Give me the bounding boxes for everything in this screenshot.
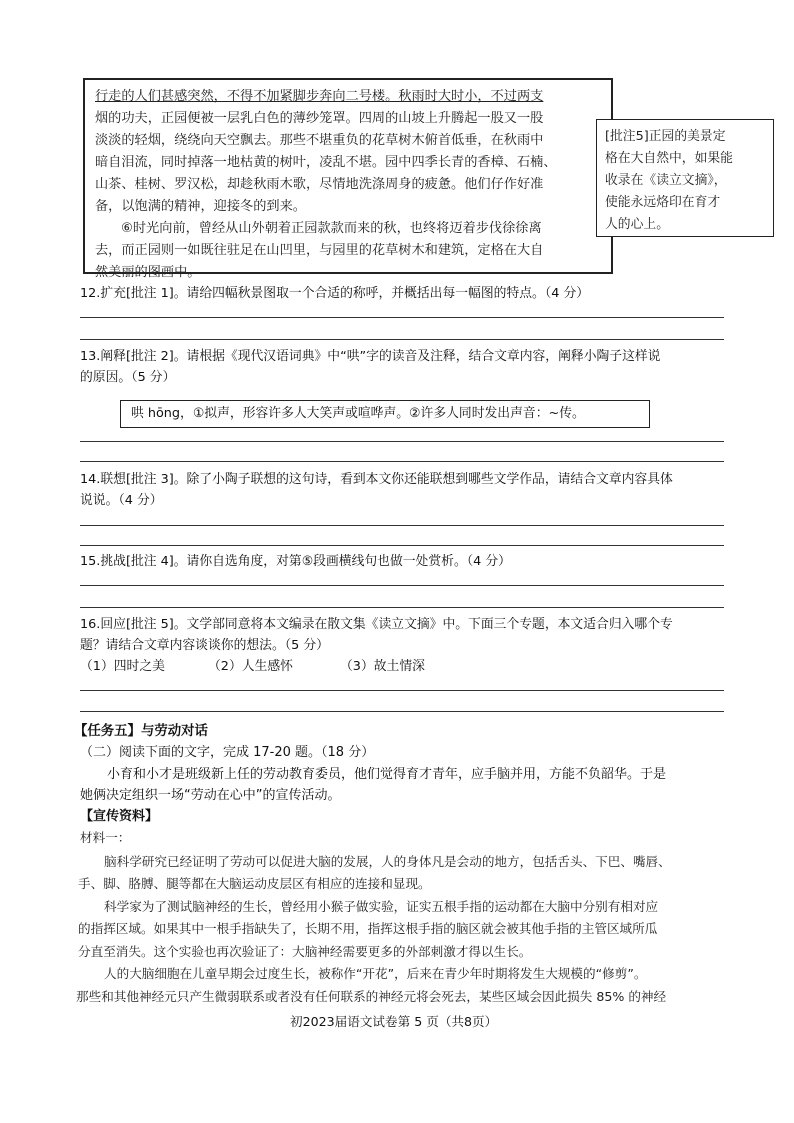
question-12: 12.扩充[批注 1]。请给四幅秋景图取一个合适的称呼，并概括出每一幅图的特点。（4 分） — [80, 286, 590, 301]
question-16-line-2: 题？请结合文章内容谈谈你的想法。（5 分） — [80, 638, 329, 653]
annotation-5-box — [596, 119, 774, 237]
task-five-subheading: （二）阅读下面的文字，完成 17-20 题。（18 分） — [80, 745, 375, 760]
question-13-line-1: 13.阐释[批注 2]。请根据《现代汉语词典》中“哄”字的读音及注释，结合文章内容，阐释小陶子这样说 — [80, 349, 661, 364]
question-13-line-2: 的原因。（5 分） — [80, 370, 176, 385]
dictionary-entry: 哄 hōng，①拟声，形容许多人大笑声或喧哗声。②许多人同时发出声音：~传。 — [131, 406, 585, 421]
passage-line-6: 备，以饱满的精神，迎接冬的到来。 — [95, 199, 306, 214]
answer-line[interactable] — [80, 461, 724, 462]
dictionary-entry-box — [120, 400, 650, 428]
task-five-heading: 【任务五】与劳动对话 — [74, 724, 208, 739]
passage-line-9: 然美丽的图画中。 — [95, 265, 201, 280]
question-14-line-2: 说说。（4 分） — [80, 493, 163, 508]
annotation-line: 格在大自然中，如果能 — [605, 151, 733, 166]
intro-line-2: 她俩决定组织一场“劳动在心中”的宣传活动。 — [80, 788, 341, 803]
material-line-4: 的指挥区域。如果其中一根手指缺失了，长期不用，指挥这根手指的脑区就会被其他手指的主管区域所瓜 — [78, 921, 658, 936]
topic-option-1: （1）四时之美 — [80, 659, 165, 674]
passage-line-5: 山茶、桂树、罗汉松，却趁秋雨木歌，尽情地洗涤周身的疲惫。他们仔作好准 — [95, 177, 544, 192]
material-label: 材料一： — [80, 830, 131, 845]
answer-line[interactable] — [80, 317, 724, 318]
question-15: 15.挑战[批注 4]。请你自选角度，对第⑤段画横线句也做一处赏析。（4 分） — [80, 554, 511, 569]
answer-line[interactable] — [80, 711, 724, 712]
answer-line[interactable] — [80, 607, 724, 608]
answer-line[interactable] — [80, 690, 724, 691]
material-line-6: 人的大脑细胞在儿童早期会过度生长，被称作“开花”，后来在青少年时期将发生大规模的“修剪”。 — [104, 966, 647, 981]
intro-line-1: 小育和小才是班级新上任的劳动教育委员，他们觉得育才青年，应手脑并用，方能不负韶华。于是 — [107, 767, 667, 782]
page-footer: 初2023届语文试卷第 5 页（共8页） — [290, 1014, 498, 1029]
material-line-1: 脑科学研究已经证明了劳动可以促进大脑的发展，人的身体凡是会动的地方，包括舌头、下巴、嘴唇、 — [104, 854, 671, 869]
answer-line[interactable] — [80, 441, 724, 442]
answer-line[interactable] — [80, 585, 724, 586]
annotation-line: 人的心上。 — [605, 217, 669, 232]
annotation-line: 使能永远烙印在育才 — [605, 195, 721, 210]
material-heading: 【宣传资料】 — [80, 809, 159, 824]
answer-line[interactable] — [80, 339, 724, 340]
passage-line-2: 烟的功夫，正园便被一层乳白色的薄纱笼罩。四周的山坡上升腾起一股又一股 — [95, 111, 544, 126]
material-line-3: 科学家为了测试脑神经的生长，曾经用小猴子做实验，证实五根手指的运动都在大脑中分别有相对应 — [104, 899, 659, 914]
passage-box — [83, 78, 613, 280]
passage-line-7: ⑥时光向前，曾经从山外朝着正园款款而来的秋，也终将迈着步伐徐徐离 — [121, 221, 542, 236]
passage-line-4: 暗自泪流，同时掉落一地枯黄的树叶，凌乱不堪。园中四季长青的香樟、石楠、 — [95, 155, 557, 170]
answer-line[interactable] — [80, 545, 724, 546]
topic-option-3: （3）故土情深 — [340, 659, 425, 674]
passage-line-3: 淡淡的轻烟，绕绕向天空飘去。那些不堪重负的花草树木俯首低垂，在秋雨中 — [95, 133, 544, 148]
passage-line-1: 行走的人们甚感突然，不得不加紧脚步奔向二号楼。秋雨时大时小，不过两支 — [95, 89, 544, 104]
passage-line-8: 去，而正园则一如既往驻足在山凹里，与园里的花草树木和建筑，定格在大自 — [95, 243, 544, 258]
topic-option-2: （2）人生感怀 — [208, 659, 293, 674]
material-line-5: 分直至消失。这个实验也再次验证了：大脑神经需要更多的外部刺激才得以生长。 — [78, 944, 532, 959]
material-line-7: 那些和其他神经元只产生微弱联系或者没有任何联系的神经元将会死去，某些区域会因此损失 85% 的神经 — [76, 989, 667, 1004]
question-16-line-1: 16.回应[批注 5]。文学部同意将本文编录在散文集《读立文摘》中。下面三个专题，本文适合归入哪个专 — [80, 617, 673, 632]
annotation-line: [批注5]正园的美景定 — [605, 129, 726, 144]
answer-line[interactable] — [80, 525, 724, 526]
annotation-line: 收录在《读立文摘》， — [605, 173, 727, 188]
question-14-line-1: 14.联想[批注 3]。除了小陶子联想的这句诗，看到本文你还能联想到哪些文学作品，请结合文章内容具体 — [80, 472, 673, 487]
material-line-2: 手、脚、胳膊、腿等都在大脑运动皮层区有相应的连接和显现。 — [78, 876, 431, 891]
